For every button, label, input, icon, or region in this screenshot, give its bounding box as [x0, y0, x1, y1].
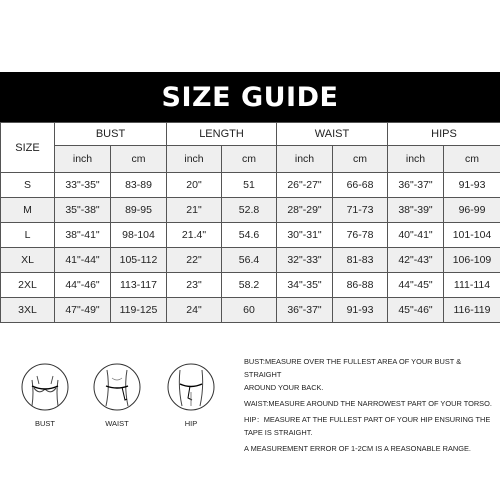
- note-line: A MEASUREMENT ERROR OF 1-2CM IS A REASONABLE RANGE.: [244, 444, 471, 453]
- table-cell: 47"-49": [55, 298, 111, 323]
- table-cell: 76-78: [333, 223, 388, 248]
- table-cell: 26"-27": [277, 173, 333, 198]
- table-row: [1, 248, 500, 273]
- table-cell: 83-89: [111, 173, 167, 198]
- figure-hip: [164, 362, 218, 428]
- note-line: AROUND YOUR BACK.: [244, 383, 324, 392]
- unit-header: cm: [222, 146, 277, 173]
- size-chart-table: [0, 122, 500, 323]
- group-header-bust: BUST: [55, 123, 167, 146]
- bust-measure-icon: [20, 362, 70, 412]
- unit-header: cm: [111, 146, 167, 173]
- size-cell: 3XL: [1, 298, 55, 323]
- table-cell: 34"-35": [277, 273, 333, 298]
- size-cell: L: [1, 223, 55, 248]
- table-cell: 106-109: [444, 248, 500, 273]
- note-line: WAIST:MEASURE AROUND THE NARROWEST PART OF YOUR TORSO.: [244, 399, 492, 408]
- table-cell: 33"-35": [55, 173, 111, 198]
- table-cell: 36"-37": [388, 173, 444, 198]
- table-cell: 119-125: [111, 298, 167, 323]
- header-row-units: [1, 146, 500, 173]
- figure-waist: [90, 362, 144, 428]
- table-cell: 36"-37": [277, 298, 333, 323]
- table-cell: 60: [222, 298, 277, 323]
- size-cell: M: [1, 198, 55, 223]
- note-line: BUST:MEASURE OVER THE FULLEST AREA OF YOUR BUST & STRAIGHT: [244, 357, 462, 379]
- table-cell: 35"-38": [55, 198, 111, 223]
- figure-label-waist: WAIST: [105, 419, 129, 428]
- table-cell: 44"-46": [55, 273, 111, 298]
- note-line: TAPE IS STRAIGHT.: [244, 428, 313, 437]
- group-header-length: LENGTH: [167, 123, 277, 146]
- table-cell: 42"-43": [388, 248, 444, 273]
- table-cell: 81-83: [333, 248, 388, 273]
- figure-label-hip: HIP: [184, 419, 198, 428]
- table-row: [1, 198, 500, 223]
- title-banner: [0, 72, 500, 122]
- table-cell: 44"-45": [388, 273, 444, 298]
- table-cell: 51: [222, 173, 277, 198]
- unit-header: inch: [167, 146, 222, 173]
- size-cell: S: [1, 173, 55, 198]
- table-cell: 101-104: [444, 223, 500, 248]
- table-cell: 96-99: [444, 198, 500, 223]
- table-cell: 71-73: [333, 198, 388, 223]
- group-header-hips: HIPS: [388, 123, 500, 146]
- table-row: [1, 173, 500, 198]
- figure-label-bust: BUST: [34, 419, 55, 428]
- figure-bust: [18, 362, 72, 428]
- table-cell: 30"-31": [277, 223, 333, 248]
- group-header-waist: WAIST: [277, 123, 388, 146]
- unit-header: cm: [444, 146, 500, 173]
- table-cell: 38"-41": [55, 223, 111, 248]
- table-cell: 91-93: [444, 173, 500, 198]
- table-cell: 20": [167, 173, 222, 198]
- table-cell: 111-114: [444, 273, 500, 298]
- table-cell: 89-95: [111, 198, 167, 223]
- hip-measure-icon: [166, 362, 216, 412]
- page-title: SIZE GUIDE: [161, 81, 339, 113]
- table-row: [1, 273, 500, 298]
- table-cell: 45"-46": [388, 298, 444, 323]
- table-cell: 86-88: [333, 273, 388, 298]
- size-header: SIZE: [1, 123, 55, 173]
- size-cell: 2XL: [1, 273, 55, 298]
- table-cell: 91-93: [333, 298, 388, 323]
- table-cell: 98-104: [111, 223, 167, 248]
- table-cell: 21": [167, 198, 222, 223]
- header-row-groups: [1, 123, 500, 146]
- table-row: [1, 223, 500, 248]
- table-cell: 21.4": [167, 223, 222, 248]
- table-cell: 66-68: [333, 173, 388, 198]
- table-cell: 23": [167, 273, 222, 298]
- table-cell: 56.4: [222, 248, 277, 273]
- table-cell: 41"-44": [55, 248, 111, 273]
- table-cell: 52.8: [222, 198, 277, 223]
- unit-header: cm: [333, 146, 388, 173]
- table-cell: 24": [167, 298, 222, 323]
- measurement-notes: [244, 355, 496, 455]
- unit-header: inch: [388, 146, 444, 173]
- note-line: HIP：MEASURE AT THE FULLEST PART OF YOUR HIP ENSURING THE: [244, 415, 491, 424]
- table-cell: 113-117: [111, 273, 167, 298]
- size-rows: [1, 173, 500, 323]
- unit-header: inch: [55, 146, 111, 173]
- table-cell: 28"-29": [277, 198, 333, 223]
- table-cell: 58.2: [222, 273, 277, 298]
- table-row: [1, 298, 500, 323]
- table-cell: 22": [167, 248, 222, 273]
- size-cell: XL: [1, 248, 55, 273]
- table-cell: 32"-33": [277, 248, 333, 273]
- waist-measure-icon: [92, 362, 142, 412]
- table-cell: 40"-41": [388, 223, 444, 248]
- table-cell: 116-119: [444, 298, 500, 323]
- table-cell: 38"-39": [388, 198, 444, 223]
- table-cell: 105-112: [111, 248, 167, 273]
- table-cell: 54.6: [222, 223, 277, 248]
- unit-header: inch: [277, 146, 333, 173]
